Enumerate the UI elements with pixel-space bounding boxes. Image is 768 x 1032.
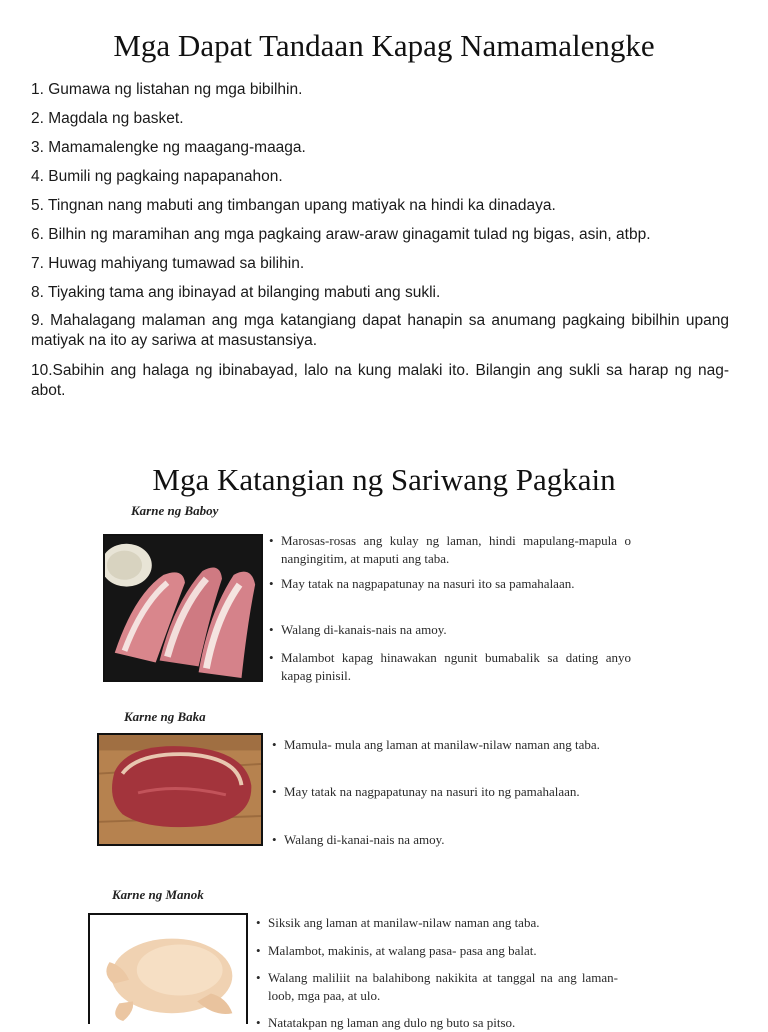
section-heading-chicken: Karne ng Manok <box>112 887 204 902</box>
pork-image <box>103 534 263 682</box>
page-title: Mga Dapat Tandaan Kapag Namamalengke <box>113 28 655 63</box>
bullet-item: • Walang maliliit na balahibong nakikita at tanggal na ang laman- loob, mga paa, at ulo. <box>256 969 618 1005</box>
bullet-item: • May tatak na nagpapatunay na nasuri ito sa pamahalaan. <box>269 575 631 593</box>
tip-item: 2. Magdala ng basket. <box>31 110 184 127</box>
tip-item: 8. Tiyaking tama ang ibinayad at bilanging mabuti ang sukli. <box>31 284 441 301</box>
bullet-item: • Malambot kapag hinawakan ngunit bumabalik sa dating anyo kapag pinisil. <box>269 649 631 685</box>
bullet-item: • Siksik ang laman at manilaw-nilaw naman ang taba. <box>256 914 618 932</box>
section-heading-pork: Karne ng Baboy <box>131 503 219 518</box>
tip-item: 4. Bumili ng pagkaing napapanahon. <box>31 168 283 185</box>
bullet-item: • Walang di-kanais-nais na amoy. <box>269 621 631 639</box>
bullet-item: • Marosas-rosas ang kulay ng laman, hindi mapulang-mapula o nangingitim, at maputi ang taba. <box>269 532 631 568</box>
tip-item: 7. Huwag mahiyang tumawad sa bilihin. <box>31 255 305 272</box>
bullet-item: • May tatak na nagpapatunay na nasuri ito ng pamahalaan. <box>272 783 658 801</box>
tip-item: 6. Bilhin ng maramihan ang mga pagkaing araw-araw ginagamit tulad ng bigas, asin, atbp. <box>31 226 651 243</box>
tip-item: 1. Gumawa ng listahan ng mga bibilhin. <box>31 81 303 98</box>
section-heading-beef: Karne ng Baka <box>124 709 206 724</box>
tip-item: 9. Mahalagang malaman ang mga katangiang dapat hanapin sa anumang pagkaing bibilhin upang matiyak na ito ay sariwa at masustansiya. <box>31 312 729 349</box>
beef-image <box>97 733 263 846</box>
bullet-item: • Walang di-kanai-nais na amoy. <box>272 831 658 849</box>
tip-item: 5. Tingnan nang mabuti ang timbangan upang matiyak na hindi ka dinadaya. <box>31 197 556 214</box>
tip-item: 10.Sabihin ang halaga ng ibinabayad, lalo na kung malaki ito. Bilangin ang sukli sa harap ng nag-abot. <box>31 362 729 399</box>
chicken-image <box>88 913 248 1024</box>
section-title: Mga Katangian ng Sariwang Pagkain <box>152 462 616 497</box>
bullet-item: • Malambot, makinis, at walang pasa- pasa ang balat. <box>256 942 618 960</box>
bullet-item: • Natatakpan ng laman ang dulo ng buto sa pitso. <box>256 1014 618 1032</box>
tip-item: 3. Mamamalengke ng maagang-maaga. <box>31 139 306 156</box>
bullet-item: • Mamula- mula ang laman at manilaw-nilaw naman ang taba. <box>272 736 658 754</box>
